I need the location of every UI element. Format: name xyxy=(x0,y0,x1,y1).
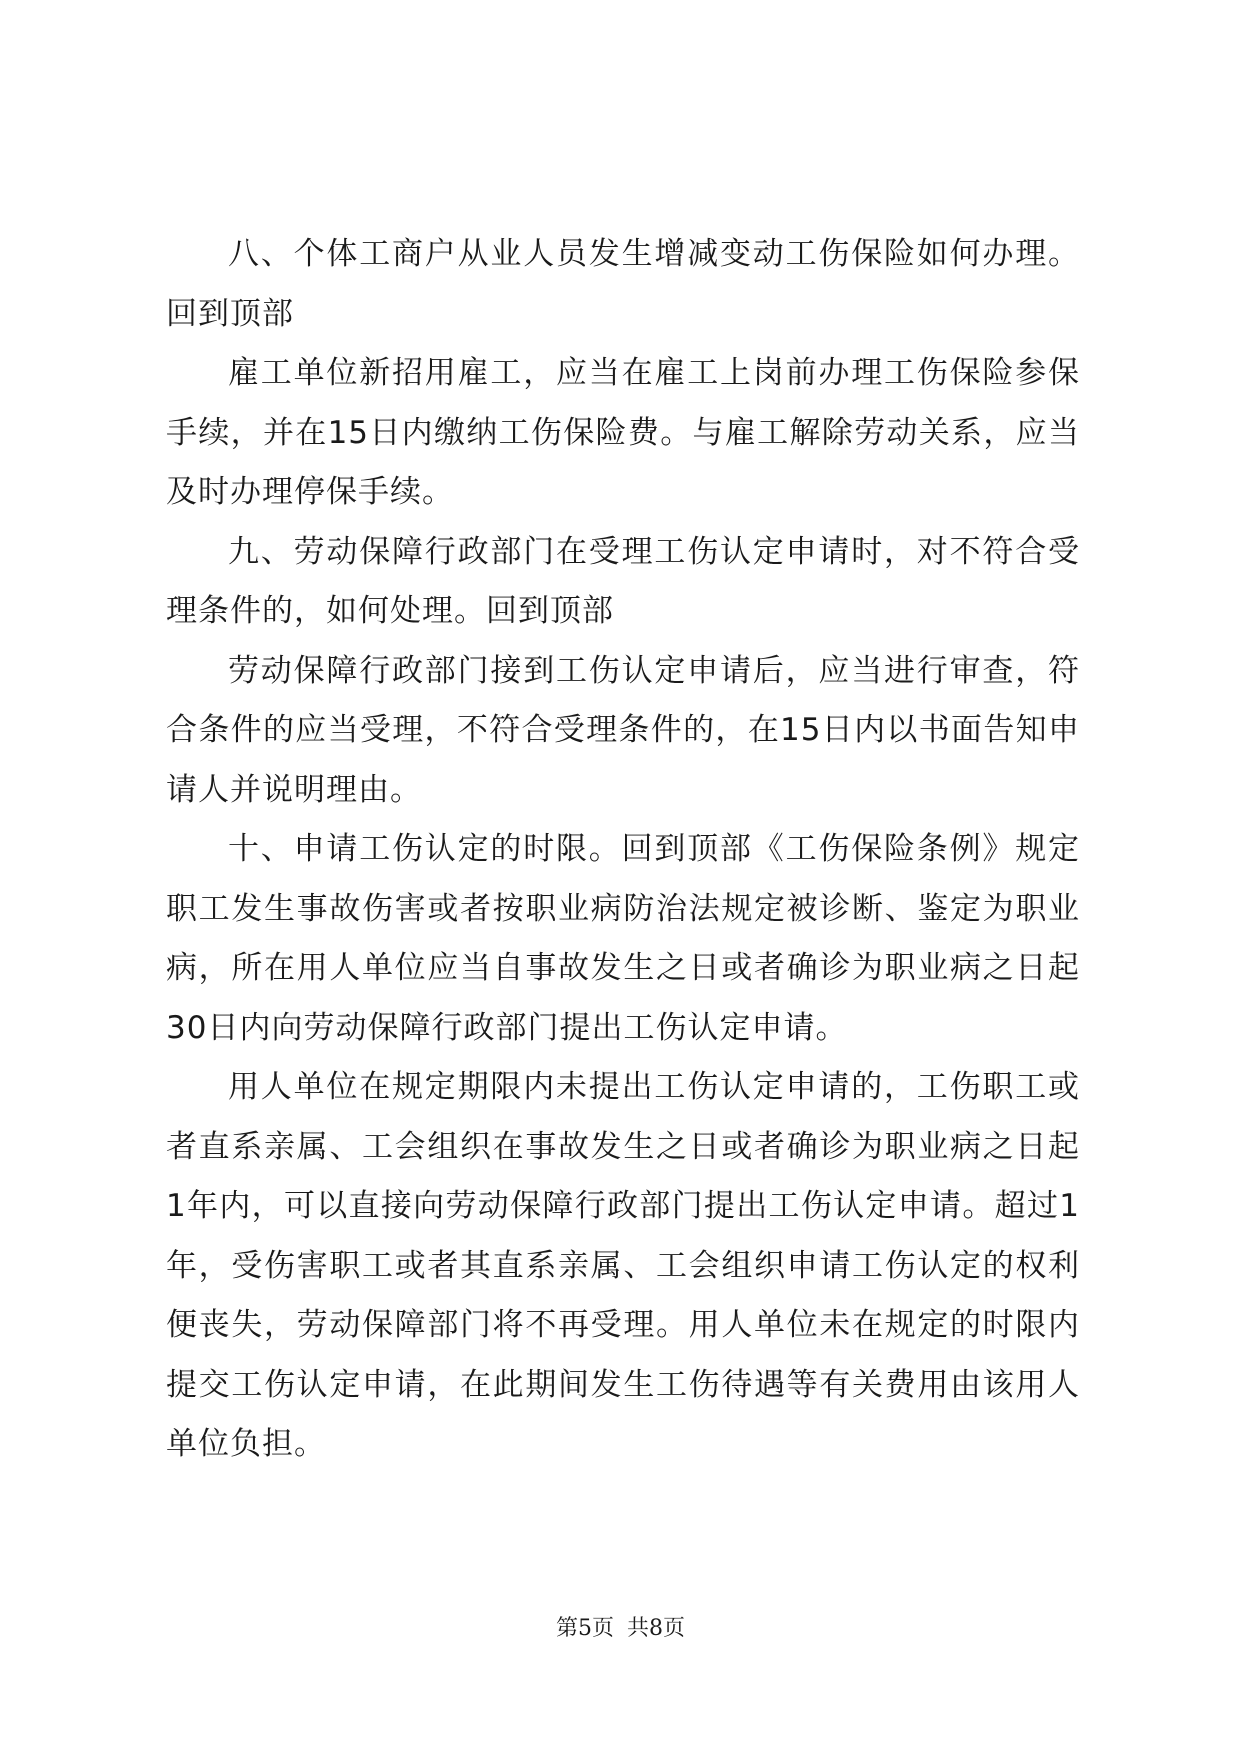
paragraph-heading-9: 九、劳动保障行政部门在受理工伤认定申请时，对不符合受理条件的，如何处理。回到顶部 xyxy=(166,533,1080,629)
paragraph-9-body: 劳动保障行政部门接到工伤认定申请后，应当进行审查，符合条件的应当受理，不符合受理条件的，在15日内以书面告知申请人并说明理由。 xyxy=(166,652,1080,808)
paragraph-10-body: 用人单位在规定期限内未提出工伤认定申请的，工伤职工或者直系亲属、工会组织在事故发生之日或者确诊为职业病之日起1年内，可以直接向劳动保障行政部门提出工伤认定申请。超过1年，受伤害职工或者其直系亲属、工会组织申请工伤认定的权利便丧失，劳动保障部门将不再受理。用人单位未在规定的时限内提交工伤认定申请，在此期间发生工伤待遇等有关费用由该用人单位负担。 xyxy=(166,1069,1080,1462)
page-total: 共8页 xyxy=(627,1616,685,1641)
page-footer xyxy=(0,1614,1241,1644)
paragraph-8-body: 雇工单位新招用雇工，应当在雇工上岗前办理工伤保险参保手续，并在15日内缴纳工伤保险费。与雇工解除劳动关系，应当及时办理停保手续。 xyxy=(166,355,1080,510)
paragraph-heading-10: 十、申请工伤认定的时限。回到顶部《工伤保险条例》规定职工发生事故伤害或者按职业病防治法规定被诊断、鉴定为职业病，所在用人单位应当自事故发生之日或者确诊为职业病之日起30日内向劳动保障行政部门提出工伤认定申请。 xyxy=(166,831,1080,1046)
document-body xyxy=(166,225,1080,1475)
page-number: 第5页 xyxy=(556,1616,614,1641)
paragraph-heading-8: 八、个体工商户从业人员发生增减变动工伤保险如何办理。回到顶部 xyxy=(166,236,1080,332)
